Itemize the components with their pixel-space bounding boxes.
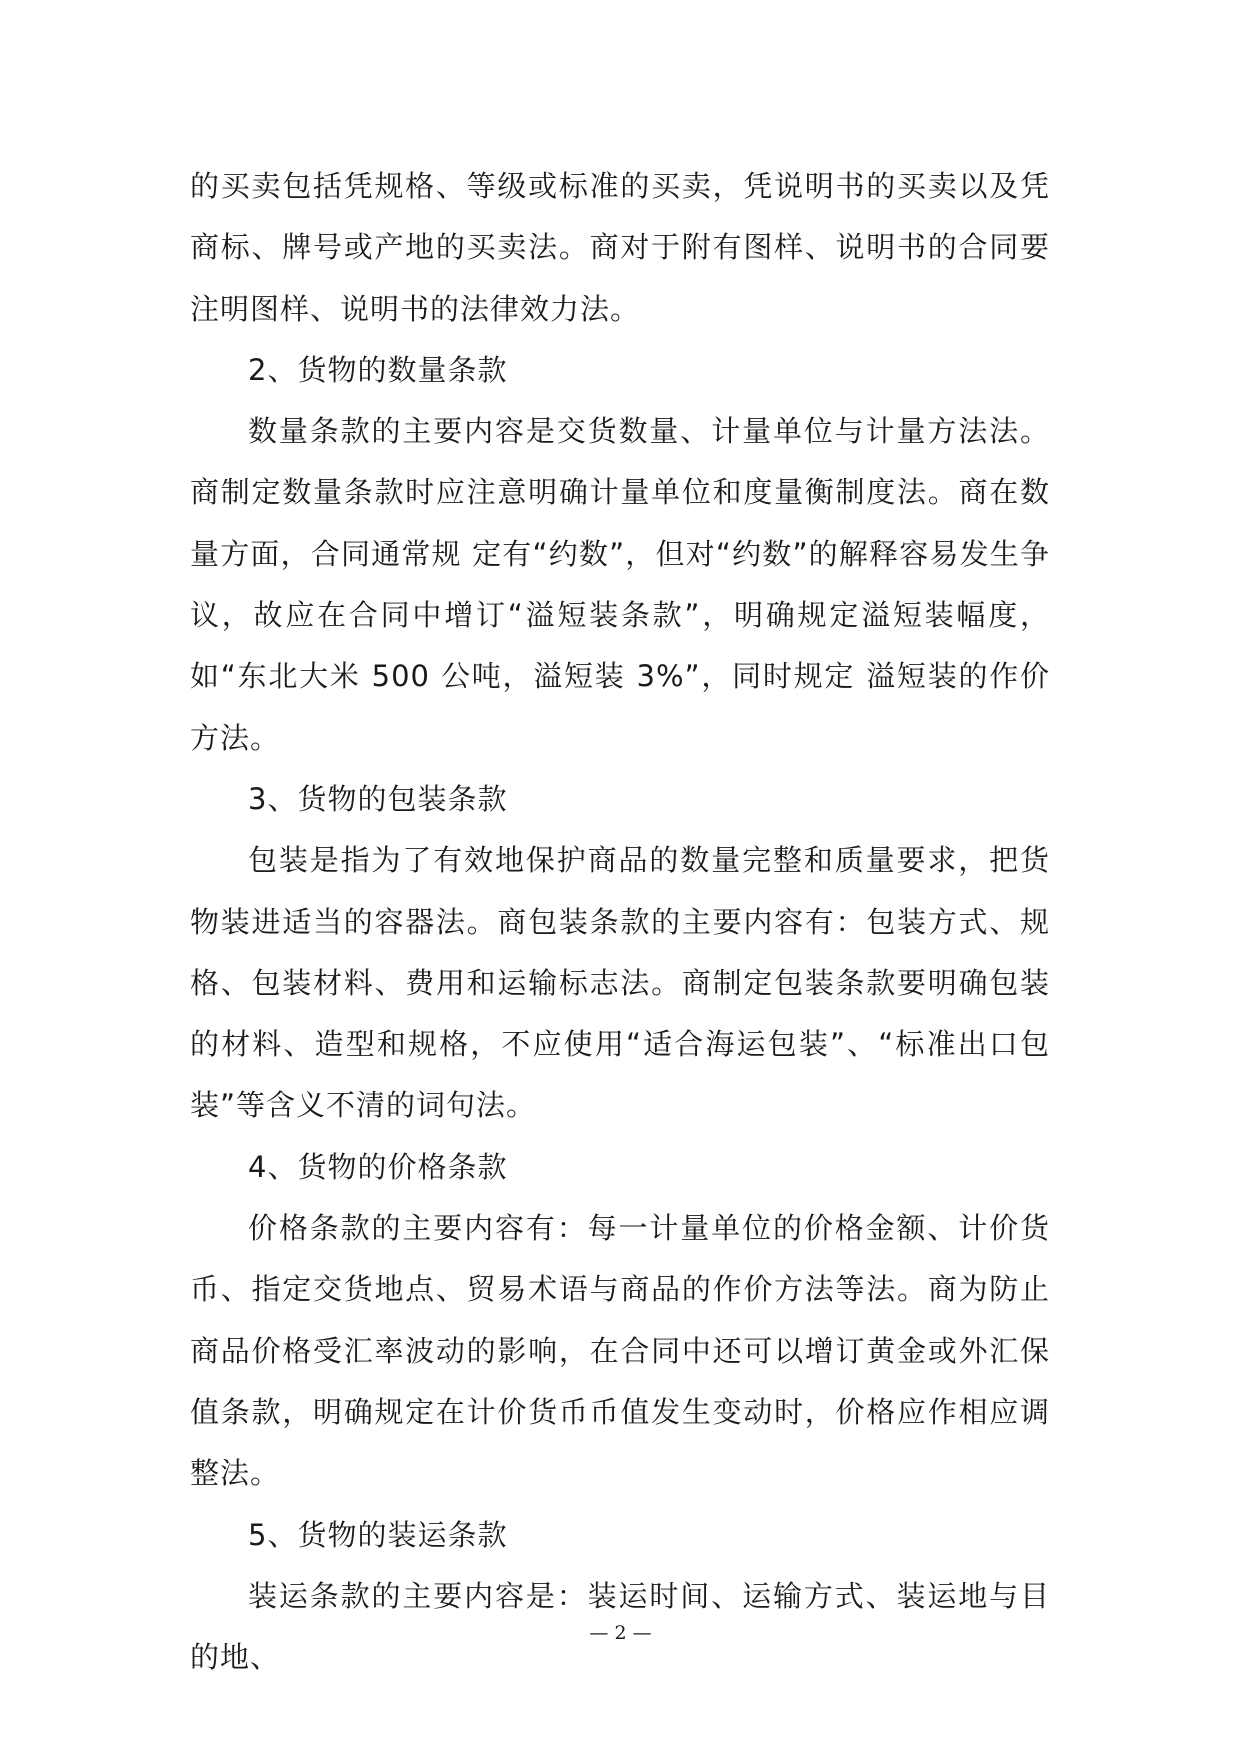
paragraph-shipment-clause: 装运条款的主要内容是：装运时间、运输方式、装运地与目的地、 (190, 1578, 1050, 1675)
paragraph-packing-clause: 包装是指为了有效地保护商品的数量完整和质量要求，把货物装进适当的容器法。商包装条款的主要内容有：包装方式、规格、包装材料、费用和运输标志法。商制定包装条款要明确包装的材料、造型和规格，不应使用“适合海运包装”、“标准出口包装”等含义不清的词句法。 (190, 843, 1050, 1123)
paragraph-quantity-clause: 数量条款的主要内容是交货数量、计量单位与计量方法法。商制定数量条款时应注意明确计量单位和度量衡制度法。商在数量方面，合同通常规 定有“约数”，但对“约数”的解释容易发生争议，故应在合同中增订“溢短装条款”，明确规定溢短装幅度，如“东北大米 500 公吨，溢短装 3%”，同时规定 溢短装的作价方法。 (190, 414, 1050, 755)
heading-quantity-clause: 2、货物的数量条款 (248, 352, 508, 387)
paragraph-quality-continued: 的买卖包括凭规格、等级或标准的买卖，凭说明书的买卖以及凭商标、牌号或产地的买卖法。商对于附有图样、说明书的合同要注明图样、说明书的法律效力法。 (190, 169, 1050, 326)
paragraph-price-clause: 价格条款的主要内容有：每一计量单位的价格金额、计价货币、指定交货地点、贸易术语与商品的作价方法等法。商为防止商品价格受汇率波动的影响，在合同中还可以增订黄金或外汇保值条款，明确规定在计价货币币值发生变动时，价格应作相应调整法。 (190, 1211, 1050, 1491)
heading-packing-clause: 3、货物的包装条款 (248, 781, 508, 816)
document-body (190, 156, 1050, 1688)
heading-price-clause: 4、货物的价格条款 (248, 1149, 508, 1184)
page-number: — 2 — (589, 1622, 652, 1644)
heading-shipment-clause: 5、货物的装运条款 (248, 1517, 508, 1552)
